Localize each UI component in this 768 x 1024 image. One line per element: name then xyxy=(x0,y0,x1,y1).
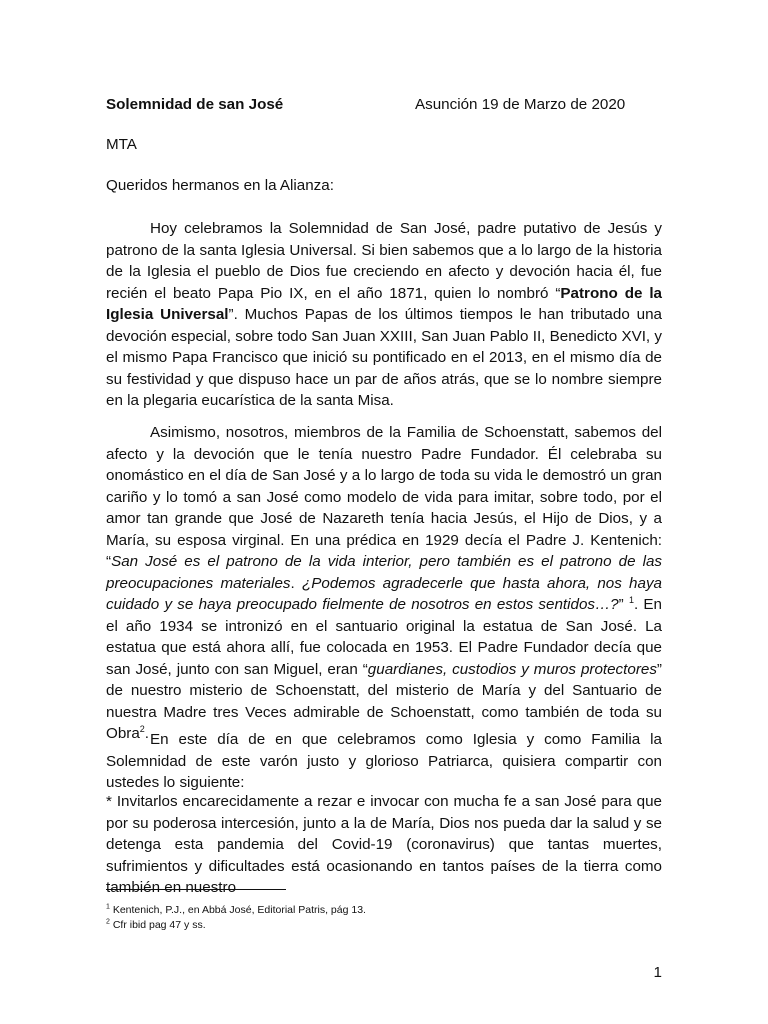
footnote-2 xyxy=(106,918,206,932)
paragraph-2-text-c: ” xyxy=(618,596,629,613)
footnote-separator xyxy=(106,889,286,890)
page-number: 1 xyxy=(653,964,662,981)
paragraph-3: En este día de en que celebramos como Iglesia y como Familia la Solemnidad de este varón justo y glorioso Patriarca, quisiera compartir con ustedes lo siguiente: xyxy=(106,731,662,791)
footnote-1-mark: 1 xyxy=(106,903,110,911)
greeting: Queridos hermanos en la Alianza: xyxy=(106,177,334,194)
paragraph-2-text-a: Asimismo, nosotros, miembros de la Familia de Schoenstatt, sabemos del afecto y la devoción que le tenía nuestro Padre Fundador. Él celebraba su onomástico en el día de San José y a lo largo de toda su vida le demostró un gran cariño y lo tomó a san José como modelo de vida para imitar, sobre todo, por el amor tan grande que José de Nazareth tenía hacia Jesús, el Hijo de Dios, y a María, su esposa virginal. En una prédica en 1929 decía el Padre J. Kentenich: “ xyxy=(106,424,662,570)
footnote-1-text: Kentenich, P.J., en Abbá José, Editorial Patris, pág 13. xyxy=(109,904,366,916)
letter-title: Solemnidad de san José xyxy=(106,96,284,113)
paragraph-1 xyxy=(106,218,662,412)
paragraph-2-quote-c: guardianes, custodios y muros protectores xyxy=(367,660,657,678)
footnote-2-mark: 2 xyxy=(106,918,110,926)
paragraph-2-text-e: ” de nuestro misterio de Schoenstatt, del misterio de María y del Santuario de nuestra Madre tres Veces admirable de Schoenstatt, como también de toda su Obra xyxy=(106,660,662,742)
paragraph-2-text-b: . xyxy=(290,574,302,592)
mta-line: MTA xyxy=(106,136,137,153)
footnote-ref-2[interactable]: 2 xyxy=(139,723,145,734)
paragraph-2-text-f: . xyxy=(144,725,150,742)
footnote-ref-1[interactable]: 1 xyxy=(628,594,634,605)
paragraph-4: * Invitarlos encarecidamente a rezar e invocar con mucha fe a san José para que por su poderosa intercesión, junto a la de María, Dios nos pueda dar la salud y se detenga esta pandemia del Covid-19 (coronavirus) que tantas muertes, sufrimientos y dificultades está ocasionando en tantos países de la tierra como también en nuestro xyxy=(106,793,662,896)
paragraph-2-text-d: . En el año 1934 se intronizó en el santuario original la estatua de San José. La estatua que está ahora allí, fue colocada en 1953. El Padre Fundador decía que san José, junto con san Miguel, eran “ xyxy=(106,596,662,678)
paragraph-2-quote-b: ¿Podemos agradecerle que hasta ahora, nos haya cuidado y se haya preocupado fielmente de nosotros en estos sentidos…? xyxy=(106,574,662,613)
paragraph-1-text-b: ”. Muchos Papas de los últimos tiempos le han tributado una devoción especial, sobre todo San Juan XXIII, San Juan Pablo II, Benedicto XVI, y el mismo Papa Francisco que inició su pontificado en el 2013, en el mismo día de su festividad y que dispuso hace un par de años atrás, que se lo nombre siempre en la plegaria eucarística de la santa Misa. xyxy=(106,306,662,409)
paragraph-1-text-a: Hoy celebramos la Solemnidad de San José, padre putativo de Jesús y patrono de la santa Iglesia Universal. Si bien sabemos que a lo largo de la historia de la Iglesia el pueblo de Dios fue creciendo en afecto y devoción hacia él, fue recién el beato Papa Pio IX, en el año 1871, quien lo nombró “ xyxy=(106,220,662,302)
footnote-1 xyxy=(106,903,366,917)
letter-date: Asunción 19 de Marzo de 2020 xyxy=(415,96,626,113)
paragraph-2 xyxy=(106,422,662,745)
paragraph-1-bold: Patrono de la Iglesia Universal xyxy=(106,284,662,323)
footnote-2-text: Cfr ibid pag 47 y ss. xyxy=(109,919,206,931)
letter-header xyxy=(106,94,662,116)
paragraph-2-quote-a: San José es el patrono de la vida interior, pero también es el patrono de las preocupaciones materiales xyxy=(106,553,662,592)
